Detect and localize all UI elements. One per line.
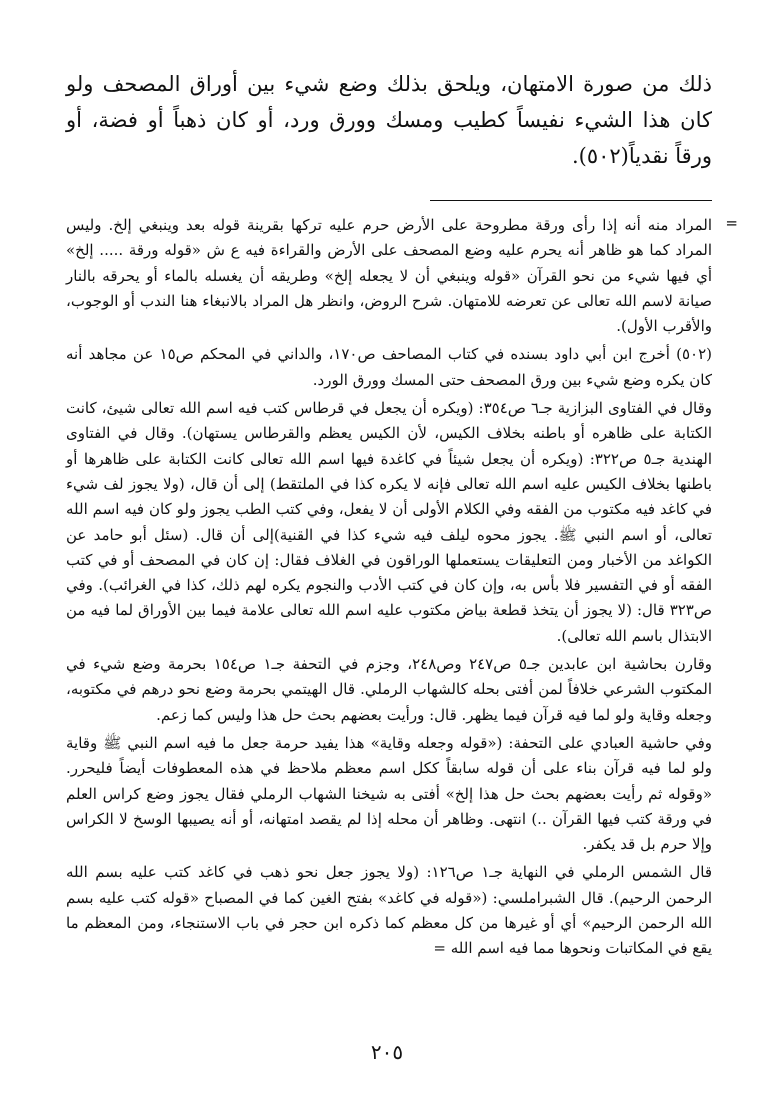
footnote-separator <box>430 200 712 201</box>
page-number: ٢٠٥ <box>370 1040 404 1064</box>
end-continuation-mark: = <box>433 939 446 958</box>
main-line-2: هذا الشيء نفيساً كطيب ومسك وورق ورد، أو كان ذهباً أو فضة، أو ورقاً نقدياً(٥٠٢). <box>66 108 712 168</box>
document-page <box>66 66 738 1076</box>
footnote-502 <box>66 342 712 393</box>
footnote-paragraph-4-wrap <box>66 860 712 961</box>
footnote-502-text: أخرج ابن أبي داود بسنده في كتاب المصاحف ص١٧٠، والداني في المحكم ص١٥ عن مجاهد أنه كان يكره وضع شيء بين ورق المصحف حتى المسك وورق الورد. <box>66 345 712 389</box>
footnote-continuation <box>66 213 738 339</box>
footnote-paragraph-4-text: قال الشمس الرملي في النهاية جـ١ ص١٢٦: (ولا يجوز جعل نحو ذهب في كاغد كتب عليه بسم الله الرحمن الرحيم). قال الشبراملسي: («قوله في كاغد» بفتح الغين كما في المصباح «قوله كتب عليه بسم الله الرحمن الرحيم» أي أو غيرها من كل معظم كما ذكره ابن حجر في باب الاستنجاء، ومن المعظم ما يقع في المكاتبات ونحوها مما فيه اسم الله <box>66 863 712 958</box>
footnote-paragraph-3: وفي حاشية العبادي على التحفة: («قوله وجعله وقاية» هذا يفيد حرمة جعل ما فيه اسم النبي ﷺ وقاية ولو لما فيه قرآن بناء على أن قوله سابقاً ككل اسم معظم ملاحظ في هذه المعطوفات أيضاً فليحرر. «وقوله ثم رأيت بعضهم بحث حل هذا إلخ» أفتى به شيخنا الشهاب الرملي فقال يجوز وضع كراس العلم في ورقة كتب فيها القرآن ..) انتهى. وظاهر أن محله إذا لم يقصد امتهانه، أو أنه يصيبها الوسخ لا الكراس وإلا حرم بل قد يكفر. <box>66 733 712 854</box>
main-line-1: ذلك من صورة الامتهان، ويلحق بذلك وضع شيء بين أوراق المصحف ولو كان <box>66 72 712 132</box>
footnote-paragraph-1: وقال في الفتاوى البزازية جـ٦ ص٣٥٤: (ويكره أن يجعل في قرطاس كتب فيه اسم الله تعالى شيئ، كانت الكتابة على ظاهره أو باطنه بخلاف الكيس، لأن الكيس يعظم والقرطاس يستهان). وقال في الفتاوى الهندية جـ٥ ص٣٢٢: (ويكره أن يجعل شيئاً في كاغدة فيها اسم الله تعالى كانت الكتابة على ظاهرها أو باطنها بخلاف الكيس عليه اسم الله تعالى فإنه لا يكره كذا في الملتقط) إلى أن قال، (ولا يجوز لف شيء في كاغد فيه مكتوب من الفقه وفي الكلام الأولى أن لا يفعل، وفي كتب الطب يجوز ولو كان فيه اسم الله تعالى، أو اسم النبي ﷺ. يجوز محوه ليلف فيه شيء كذا في القنية)إلى أن قال. (سئل أبو حامد عن الكواغد من الأخبار ومن التعليقات يستعملها الوراقون في الغلاف فقال: إن كان في المصحف أو في كتب الفقه أو في التفسير فلا بأس به، وإن كان في كتب الأدب والنجوم يكره لهم ذلك، كذا في الغرائب). وفي ص٣٢٣ قال: (لا يجوز أن يتخذ قطعة بياض مكتوب عليه اسم الله تعالى علامة فيما بين الأوراق لما فيه من الابتذال باسم الله تعالى). <box>66 399 712 645</box>
footnote-paragraph-4 <box>66 860 712 961</box>
continuation-mark: = <box>725 214 738 232</box>
footnote-paragraph-2: وقارن بحاشية ابن عابدين جـ٥ ص٢٤٧ وص٢٤٨، وجزم في التحفة جـ١ ص١٥٤ بحرمة وضع شيء في المكتوب الشرعي خلافاً لمن أفتى بحله كالشهاب الرملي. قال الهيتمي بحرمة وضع نحو درهم في مكتوبه، وجعله وقاية ولو لما فيه قرآن فيما يظهر. قال: ورأيت بعضهم بحث حل هذا وليس كما زعم. <box>66 655 712 724</box>
footnote-502-number: (٥٠٢) <box>676 345 712 364</box>
footnote-continuation-text: المراد منه أنه إذا رأى ورقة مطروحة على الأرض حرم عليه تركها بقرينة قوله بعد وينبغي إلخ. وليس المراد كما هو ظاهر أنه يحرم عليه وضع المصحف على الأرض والقراءة فيه ع ش «قوله ورقة ..... إلخ» أي فيها شيء من نحو القرآن «قوله وينبغي أن لا يجعله إلخ» وطريقه أن يغسله بالماء أو يحرقه بالنار صيانة لاسم الله تعالى عن تعرضه للامتهان. شرح الروض، وانظر هل المراد بالانبغاء هنا الندب أو الوجوب، والأقرب الأول). <box>66 216 712 336</box>
main-text <box>66 66 712 174</box>
